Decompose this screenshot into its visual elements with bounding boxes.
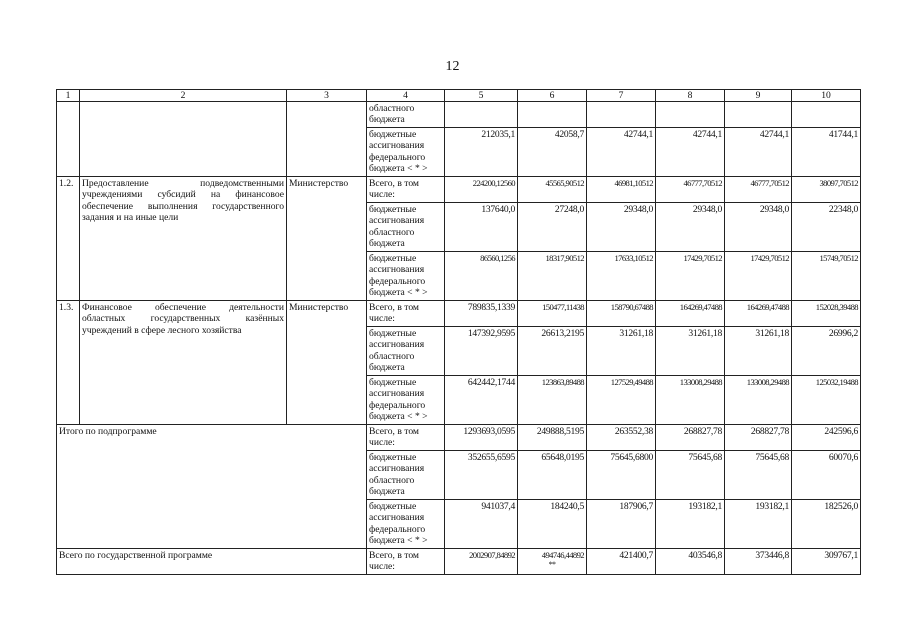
value-cell: 65648,0195 xyxy=(518,451,587,500)
budget-table xyxy=(56,89,861,575)
value-cell: 2002907,84892 xyxy=(445,549,518,575)
value-cell: 29348,0 xyxy=(725,203,792,252)
value-cell: 421400,7 xyxy=(587,549,656,575)
funding-source: Всего, в том числе: xyxy=(367,549,445,575)
value-cell: 268827,78 xyxy=(656,425,725,451)
value-cell: 26996,2 xyxy=(792,327,861,376)
column-number: 3 xyxy=(287,90,367,102)
column-number: 1 xyxy=(57,90,80,102)
value-cell: 46777,70512 xyxy=(656,177,725,203)
funding-source: областного бюджета xyxy=(367,102,445,128)
value-cell: 164269,47488 xyxy=(725,301,792,327)
value-cell: 309767,1 xyxy=(792,549,861,575)
value-cell: 193182,1 xyxy=(656,500,725,549)
value-cell: 18317,90512 xyxy=(518,252,587,301)
value-cell: 249888,5195 xyxy=(518,425,587,451)
subtotal-row xyxy=(57,425,861,451)
column-number: 8 xyxy=(656,90,725,102)
value-cell: 41744,1 xyxy=(792,128,861,177)
value-cell: 17429,70512 xyxy=(656,252,725,301)
value-cell: 789835,1339 xyxy=(445,301,518,327)
value-cell: 42744,1 xyxy=(656,128,725,177)
total-label: Всего по государственной программе xyxy=(57,549,367,575)
value-cell: 184240,5 xyxy=(518,500,587,549)
funding-source: бюджетные ассигнования областного бюджета xyxy=(367,203,445,252)
row-index: 1.3. xyxy=(57,301,80,425)
value-cell xyxy=(518,102,587,128)
column-number: 2 xyxy=(80,90,287,102)
value-cell xyxy=(792,102,861,128)
value-cell: 17633,10512 xyxy=(587,252,656,301)
value-cell: 17429,70512 xyxy=(725,252,792,301)
value-cell: 27248,0 xyxy=(518,203,587,252)
funding-source: бюджетные ассигнования федерального бюджета < * > xyxy=(367,252,445,301)
value-cell: 158790,67488 xyxy=(587,301,656,327)
value-cell: 941037,4 xyxy=(445,500,518,549)
value-cell: 29348,0 xyxy=(656,203,725,252)
value-cell: 42744,1 xyxy=(587,128,656,177)
value-cell-with-note xyxy=(518,549,587,575)
page-number: 12 xyxy=(445,59,460,74)
value-cell: 182526,0 xyxy=(792,500,861,549)
value-cell: 263552,38 xyxy=(587,425,656,451)
row-name: Предоставление подведомственными учреждениями субсидий на финансовое обеспечение выполнения государственного задания и на иные цели xyxy=(80,177,287,301)
value-cell xyxy=(725,102,792,128)
value-cell: 403546,8 xyxy=(656,549,725,575)
funding-source: бюджетные ассигнования федерального бюджета < * > xyxy=(367,376,445,425)
value-cell xyxy=(587,102,656,128)
value-cell: 86560,1256 xyxy=(445,252,518,301)
value-cell xyxy=(656,102,725,128)
funding-source: Всего, в том числе: xyxy=(367,425,445,451)
table-row xyxy=(57,102,861,128)
value-cell: 268827,78 xyxy=(725,425,792,451)
value-cell: 31261,18 xyxy=(656,327,725,376)
row-executor: Министерство xyxy=(287,301,367,425)
row-name xyxy=(80,102,287,177)
funding-source: Всего, в том числе: xyxy=(367,177,445,203)
funding-source: бюджетные ассигнования областного бюджета xyxy=(367,327,445,376)
table-row xyxy=(57,177,861,203)
value-cell: 31261,18 xyxy=(725,327,792,376)
value-cell: 42744,1 xyxy=(725,128,792,177)
value-cell: 164269,47488 xyxy=(656,301,725,327)
value-cell: 15749,70512 xyxy=(792,252,861,301)
value-cell: 352655,6595 xyxy=(445,451,518,500)
column-number: 10 xyxy=(792,90,861,102)
column-number: 6 xyxy=(518,90,587,102)
row-index: 1.2. xyxy=(57,177,80,301)
column-number: 5 xyxy=(445,90,518,102)
column-number: 4 xyxy=(367,90,445,102)
column-number: 7 xyxy=(587,90,656,102)
value-cell: 29348,0 xyxy=(587,203,656,252)
value-cell: 212035,1 xyxy=(445,128,518,177)
value-cell: 75645,6800 xyxy=(587,451,656,500)
value-cell: 137640,0 xyxy=(445,203,518,252)
value-cell: 150477,11438 xyxy=(518,301,587,327)
total-row xyxy=(57,549,861,575)
value-cell: 45565,90512 xyxy=(518,177,587,203)
value-cell: 125032,19488 xyxy=(792,376,861,425)
value-cell: 642442,1744 xyxy=(445,376,518,425)
value-cell: 147392,9595 xyxy=(445,327,518,376)
value-cell: 242596,6 xyxy=(792,425,861,451)
funding-source: бюджетные ассигнования федерального бюджета < * > xyxy=(367,500,445,549)
subtotal-label: Итого по подпрограмме xyxy=(57,425,367,549)
value-cell: 133008,29488 xyxy=(656,376,725,425)
value-cell: 1293693,0595 xyxy=(445,425,518,451)
funding-source: Всего, в том числе: xyxy=(367,301,445,327)
value-cell: 26613,2195 xyxy=(518,327,587,376)
row-index xyxy=(57,102,80,177)
row-executor: Министерство xyxy=(287,177,367,301)
value-cell: 75645,68 xyxy=(656,451,725,500)
value-cell: 38097,70512 xyxy=(792,177,861,203)
value-cell: 187906,7 xyxy=(587,500,656,549)
value-cell: 42058,7 xyxy=(518,128,587,177)
value-text: 494746,44892 xyxy=(541,550,584,560)
value-cell: 46777,70512 xyxy=(725,177,792,203)
value-cell: 193182,1 xyxy=(725,500,792,549)
funding-source: бюджетные ассигнования областного бюджета xyxy=(367,451,445,500)
value-cell: 133008,29488 xyxy=(725,376,792,425)
value-cell: 127529,49488 xyxy=(587,376,656,425)
row-name: Финансовое обеспечение деятельности областных государственных казённых учреждений в сфере лесного хозяйства xyxy=(80,301,287,425)
table-row xyxy=(57,301,861,327)
value-cell: 224200,12560 xyxy=(445,177,518,203)
value-cell xyxy=(445,102,518,128)
value-cell: 373446,8 xyxy=(725,549,792,575)
value-cell: 123863,89488 xyxy=(518,376,587,425)
funding-source: бюджетные ассигнования федерального бюджета < * > xyxy=(367,128,445,177)
value-cell: 46981,10512 xyxy=(587,177,656,203)
column-number-row xyxy=(57,90,861,102)
value-cell: 152028,39488 xyxy=(792,301,861,327)
row-executor xyxy=(287,102,367,177)
value-cell: 60070,6 xyxy=(792,451,861,500)
value-cell: 75645,68 xyxy=(725,451,792,500)
column-number: 9 xyxy=(725,90,792,102)
footnote-mark: ** xyxy=(548,560,556,570)
value-cell: 31261,18 xyxy=(587,327,656,376)
value-cell: 22348,0 xyxy=(792,203,861,252)
